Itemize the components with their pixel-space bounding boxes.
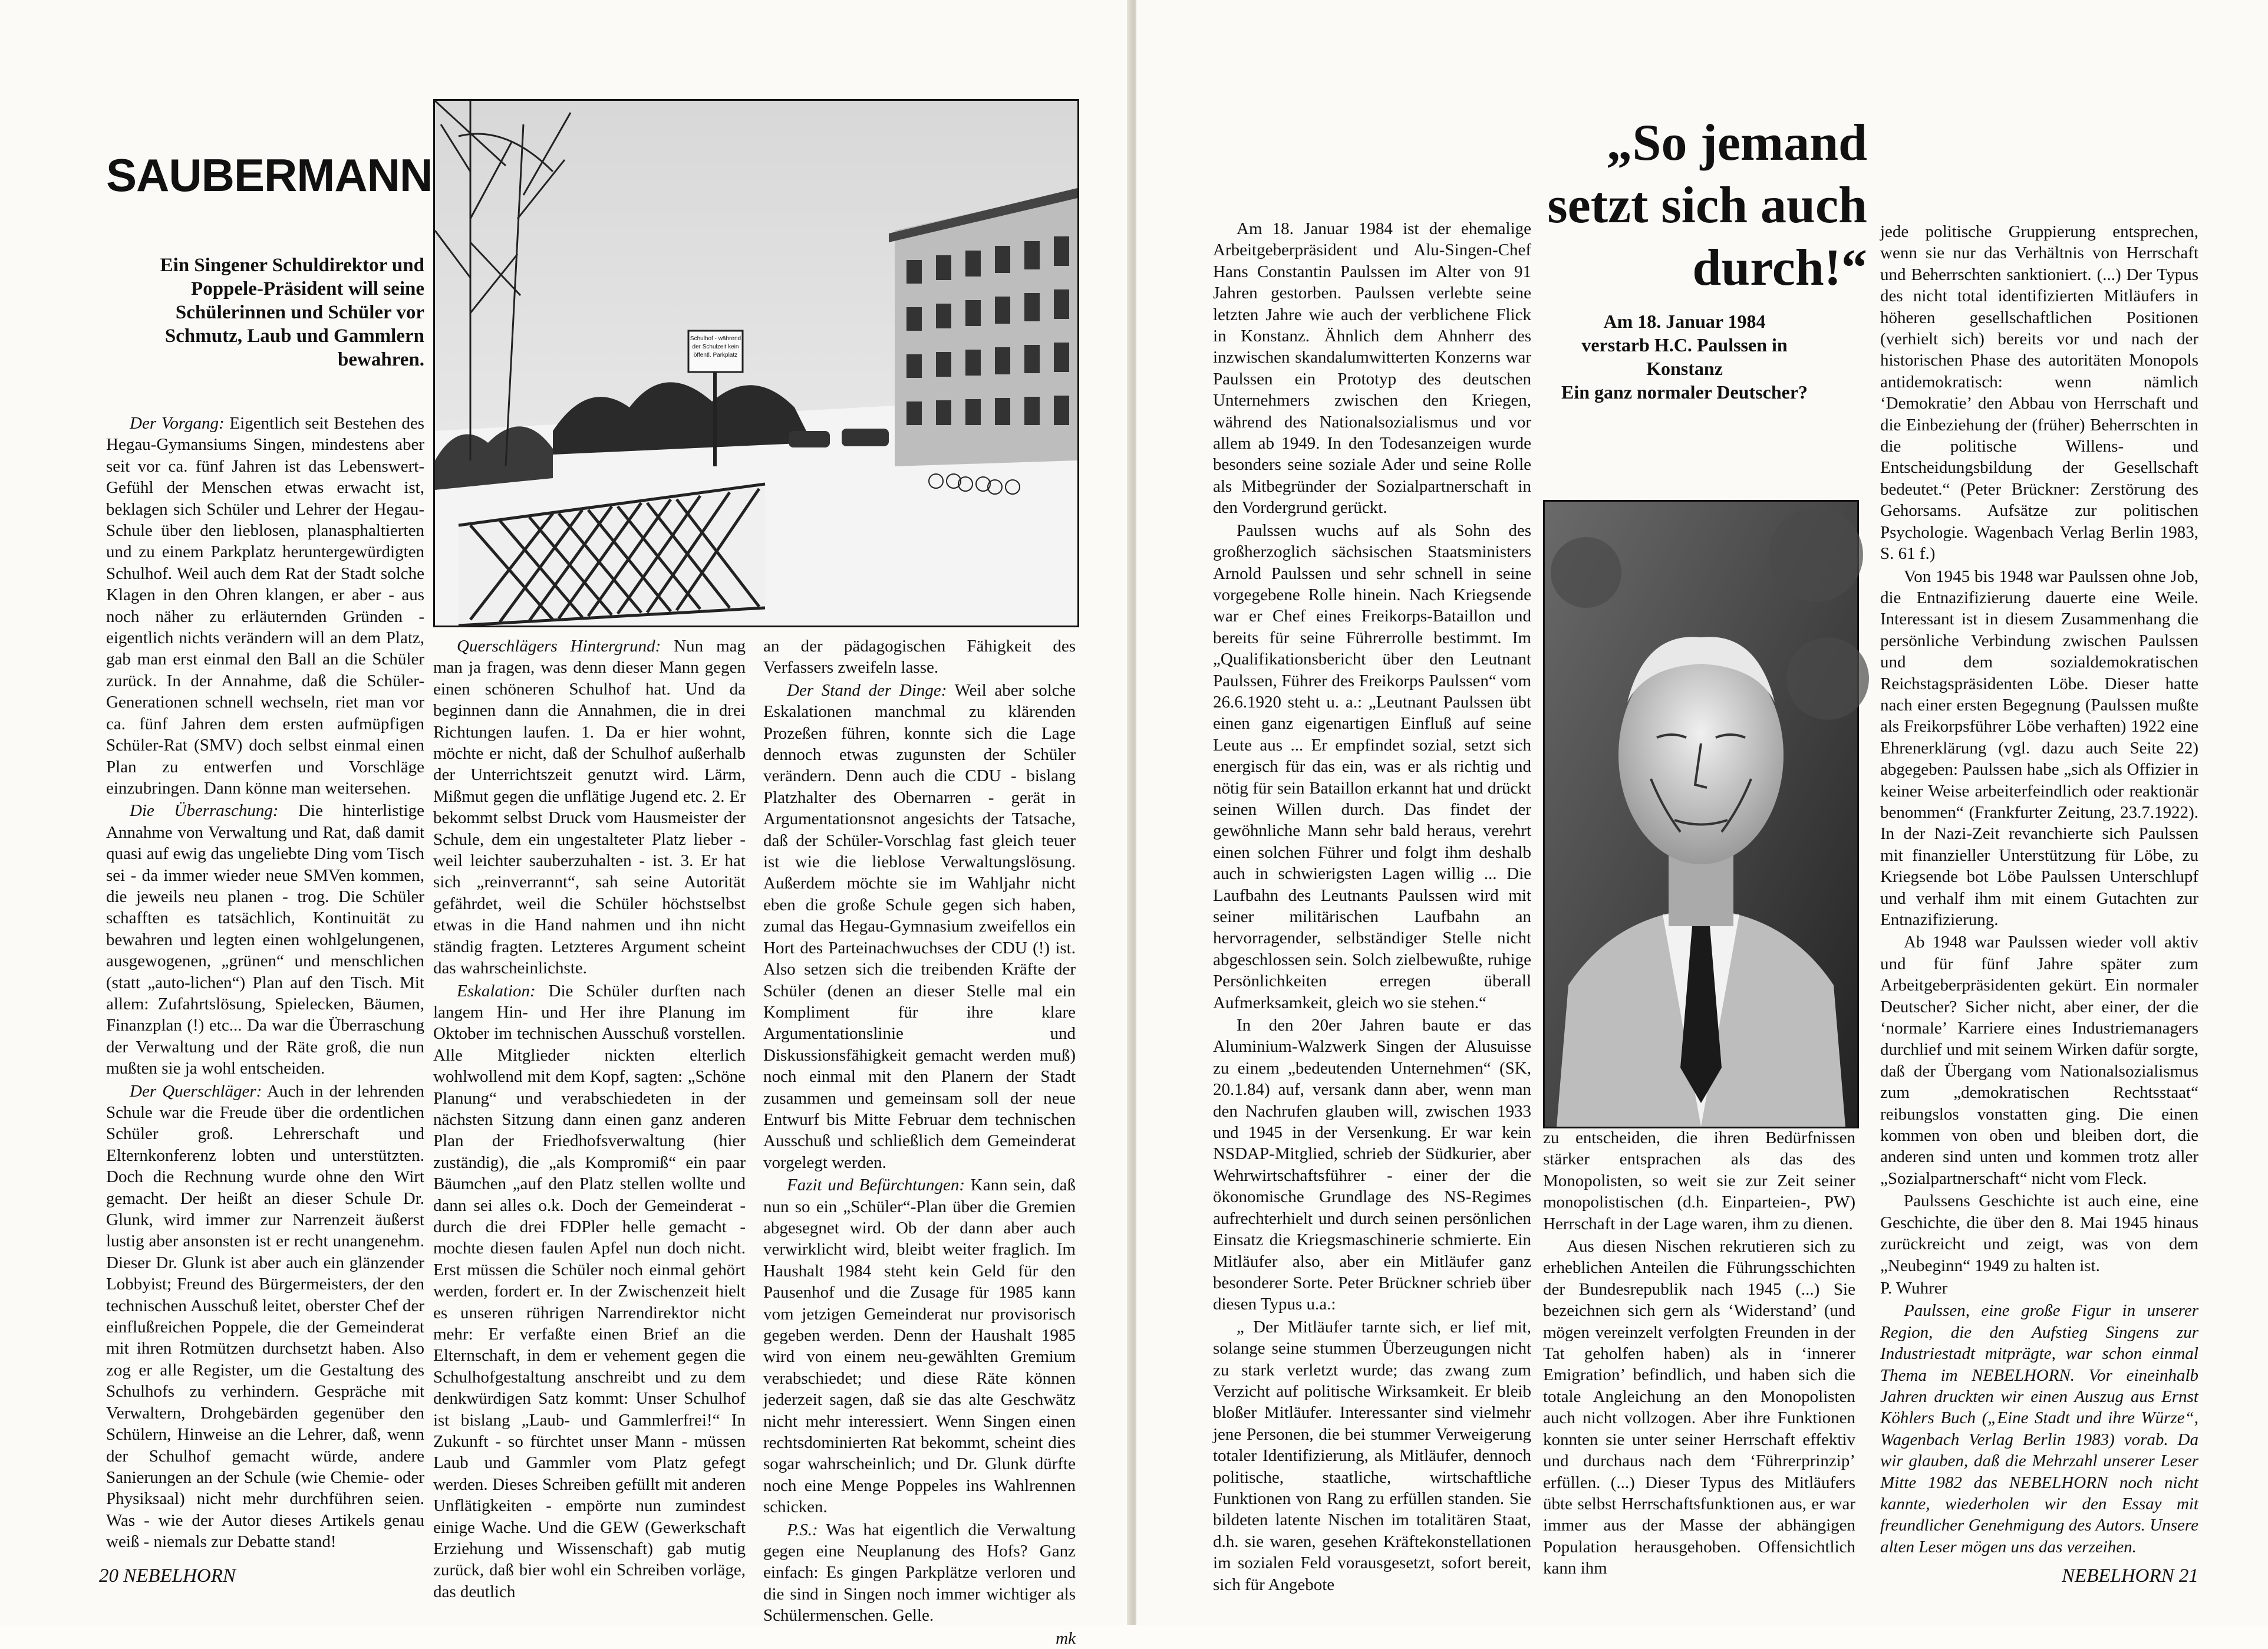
right-column-3 xyxy=(1880,221,2198,1556)
paragraph: zu entscheiden, die ihren Bedürfnissen stärker entsprachen als das des Monopolisten, so weit sie zur Zeit seiner monopolistischen (d.h. Einparteien-, PW) Herrschaft in der Lage waren, ihm zu dienen. xyxy=(1543,1128,1855,1233)
paragraph: Ab 1948 war Paulssen wieder voll aktiv und für fünf Jahre später zum Arbeitgeberpräsidenten gekürt. Ein normaler Deutscher? Sicher nicht, aber einer, der die ‘normale’ Karriere eines Industriemanagers durchlief und mit seinem Wirken dafür sorgte, daß der Übergang vom Nationalsozialismus zum „demokratischen Rechtsstaat“ reibungslos vonstatten ging. Die einen kommen von oben und bleiben dort, die anderen sind unten und kommen trotz aller „Sozialpartnerschaft“ nicht vom Fleck. xyxy=(1880,933,2198,1188)
svg-text:Schulhof - während: Schulhof - während xyxy=(690,335,741,342)
quote-paragraph: „ Der Mitläufer tarnte sich, er lief mit, solange seine stummen Überzeugungen nicht zu stark verletzt wurde; das zwang zum Verzicht auf politische Wirksamkeit. Er bleib bloßer Mitläufer. Interessanter sind vielmehr jene Personen, die bei stummer Verweigerung totaler Identifizierung, als Mitläufer, dennoch politische, staatliche, wirtschaftliche Funktionen von Rang zu erfüllen standen. Sie bildeten latente Nischen im totalitären Staat, d.h. sie waren, gesehen Kräftekonstellationen im sozialen Feld vorausgesetzt, sofort bereit, sich für Angebote xyxy=(1213,1317,1531,1594)
school-building xyxy=(889,188,1077,466)
paragraph: Eigentlich seit Bestehen des Hegau-Gymansiums Singen, mindestens aber seit vor ca. fünf Jahren ist das Lebenswert-Gefühl der Menschen etwas erwacht ist, beklagen sich Schüler und Lehrer der Hegau-Schule über den lieblosen, planasphaltierten und zu einem Parkplatz heruntergewürdigten Schulhof. Weil auch dem Rat der Stadt solche Klagen in den Ohren klangen, er aber - aus noch näher zu erläuternden Gründen - eigentlich nichts verändern will an dem Platz, gab man erst einmal den Ball an die Schüler zurück. In der Annahme, daß die Schüler-Generationen schnell wechseln, riet man vor ca. fünf Jahren dem ersten aufmüpfigen Schüler-Rat (SMV) doch selbst einmal einen Plan zu entwerfen und Vorschläge einzubringen. Dann könne man weitersehen. xyxy=(106,414,425,798)
paragraph: Am 18. Januar 1984 ist der ehemalige Arbeitgeberpräsident und Alu-Singen-Chef Hans Constantin Paulssen im Alter von 91 Jahren gestorben. Paulssen verlebte seine letzten Jahre wie auch der verblichene Flick in Konstanz. Ähnlich dem Ahnherr des inzwischen skandalumwitterten Konzerns war Paulssen ein Prototyp des deutschen Unternehmers zwischen den Kriegen, während des Nationalsozialismus und vor allem ab 1949. In den Todesanzeigen wurde besonders seine soziale Ader und seine Rolle als Mitbegründer der Sozialpartnerschaft in den Vordergrund gerückt. xyxy=(1213,219,1531,518)
lead-vorgang: Der Vorgang: xyxy=(130,414,225,433)
paragraph: Weil aber solche Eskalationen manchmal zu klärenden Prozeßen führen, konnte sich die Lage dennoch etwas zugunsten der Schüler verändern. Denn auch die CDU - bislang Platzhalter des Obernarren - gerät in Argumentationsnot angesichts der Tatsache, daß der Schüler-Vorschlag fast gleich teuer ist wie die lieblose Verwaltungslösung. Außerdem möchte sie im Wahljahr nicht eben die große Schule gegen sich haben, zumal das Hegau-Gymnasium zweifellos ein Hort des Parteinachwuchses der CDU (!) ist. Also setzen sich die treibenden Kräfte der Schüler (denen an dieser Stelle mal ein Kompliment für ihre klare Argumentationslinie und Diskussionsfähigkeit gemacht werden muß) noch einmal mit den Planern der Stadt zusammen und gemeinsam soll der neue Entwurf bis Mitte Februar dem technischen Ausschuß und schließlich dem Gemeinderat vorgelegt werden. xyxy=(763,680,1076,1172)
paragraph: Kann sein, daß nun so ein „Schüler“-Plan über die Gremien abgesegnet wird. Ob der dann aber auch verwirklicht wird, bleibt weiter fraglich. Im Haushalt 1984 steht kein Geld für den Pausenhof und die Zusage für 1985 kann vom jetzigen Gemeinderat nur provisorisch gegeben werden. Denn der Haushalt 1985 wird von einem neu-gewählten Gremium verabschiedet; und diese Räte können jederzeit sagen, daß sie das alte Geschwätz nicht mehr interessiert. Wenn Singen einen rechtsdominierten Rat bekommt, scheint dies sogar wahrscheinlich; und Dr. Glunk dürfte noch eine Menge Poppeles ins Wahlrennen schicken. xyxy=(763,1176,1076,1517)
paragraph: Von 1945 bis 1948 war Paulssen ohne Job, die Entnazifizierung dauerte eine Weile. Interessant ist in diesem Zusammenhang die persönliche Verbindung zwischen Paulssen und dem sozialdemokratischen Reichstagspräsidenten Löbe. Dieser hatte nach einer ersten Begegnung (Paulssen mußte als Freikorpsführer Löbe verhaften) 1922 eine Ehrenerklärung (vgl. dazu auch Seite 22) abgegeben: Paulssen habe „sich als Offizier in keiner Weise arbeiterfeindlich oder reaktionär benommen“ (Frankfurter Zeitung, 23.7.1922). In der Nazi-Zeit revanchierte sich Paulssen mit finanzieller Unterstützung für Löbe, zu Kriegsende bot Löbe Paulssen Unterschlupf und verhalf ihm mit einem Gutachten zur Entnazifizierung. xyxy=(1880,567,2198,929)
editor-note: Paulssen, eine große Figur in unserer Region, die den Aufstieg Singens zur Industriestadt mitprägte, war schon einmal Thema im NEBELHORN. Vor eineinhalb Jahren druckten wir einen Auszug aus Ernst Köhlers Buch („Eine Stadt und ihre Würze“, Wagenbach Verlag Berlin 1983) vorab. Da wir glauben, daß die Mehrzahl unserer Leser Mitte 1982 das NEBELHORN noch nicht kannte, wiederholen wir den Essay mit freundlicher Genehmigung des Autors. Unsere alten Leser mögen uns das verzeihen. xyxy=(1880,1301,2198,1556)
paragraph: Paulssen wuchs auf als Sohn des großherzoglich sächsischen Staatsministers Arnold Paulssen und sehr schnell in seine vorgegebene Rolle hinein. Nach Kriegsende war er Chef eines Freikorps-Bataillon und bereits für seine Führerrolle bestimmt. Im „Qualifikationsbericht über den Leutnant Paulssen, Führer des Freikorps Paulssen“ vom 26.6.1920 steht u. a.: „Leutnant Paulssen übt einen ganz eigenartigen Einfluß auf seine Leute aus ... Er empfindet sozial, setzt sich energisch für das ein, was er als richtig und nötig für sein Bataillon erkannt hat und drückt seinen Willen durch. Das findet der gewöhnliche Mann sehr bald heraus, verehrt einen solchen Führer und folgt ihm deshalb auch in schwierigsten Lagen willig ... Die Laufbahn des Leutnants Paulssen wird mit seiner militärischen Laufbahn an hervorragender, selbständiger Stelle nicht abgeschlossen sein. Solch zielbewußte, ruhige Persönlichkeiten erregen überall Aufmerksamkeit, gleich wo sie stehen.“ xyxy=(1213,521,1531,1012)
article-deck xyxy=(1549,310,1820,404)
deck-line: Ein ganz normaler Deutscher? xyxy=(1561,381,1808,403)
lead-querschlaeger: Der Querschläger: xyxy=(130,1081,262,1101)
lead-ps: P.S.: xyxy=(787,1520,818,1539)
paulssen-portrait-photo xyxy=(1543,500,1859,1128)
portrait-image xyxy=(1545,502,1857,1127)
schoolyard-photo-image xyxy=(435,101,1077,626)
article-title: SAUBERMANN xyxy=(106,149,433,201)
article-headline: „So jemand setzt sich auch durch!“ xyxy=(1547,114,1867,297)
lead-ueberraschung: Die Überraschung: xyxy=(130,801,279,821)
page-folio-right: NEBELHORN 21 xyxy=(2062,1565,2198,1587)
left-column-2 xyxy=(433,636,746,1601)
lead-hintergrund: Querschlägers Hintergrund: xyxy=(457,637,661,656)
left-column-3 xyxy=(763,636,1076,1648)
schoolyard-photo xyxy=(433,99,1079,627)
svg-text:öffentl. Parkplatz: öffentl. Parkplatz xyxy=(693,352,738,358)
right-page xyxy=(1136,0,2268,1625)
paragraph: Paulssens Geschichte ist auch eine, eine Geschichte, die über den 8. Mai 1945 hinaus zurückreicht und zeigt, was von dem „Neubeginn“ 1949 zu halten ist. xyxy=(1880,1192,2198,1275)
svg-text:der Schulzeit kein: der Schulzeit kein xyxy=(692,344,739,350)
deck-line: verstarb H.C. Paulssen in xyxy=(1581,334,1788,356)
left-column-1 xyxy=(106,413,425,1552)
paragraph: Die hinterlistige Annahme von Verwaltung und Rat, daß damit quasi auf ewig das ungeliebte Ding vom Tisch sei - da immer wieder neue SMVen kommen, die jeweils neu planen - trog. Die Schüler schafften es tatsächlich, Kontinuität zu bewahren und legten einen wohlgelungenen, ausgewogenen, „grünen“ und menschlichen (statt „auto-lichen“) Plan auf den Tisch. Mit allem: Zufahrtslösung, Spielecken, Bäumen, Finanzplan (!) etc... Da war die Überraschung der Verwaltung und der Räte groß, die nun mußten sie ja wohl entscheiden. xyxy=(106,801,424,1078)
deck-line: Am 18. Januar 1984 xyxy=(1603,311,1766,332)
paragraph: Nun mag man ja fragen, was denn dieser Mann gegen einen schöneren Schulhof hat. Und da beginnen dann die Annahmen, die in drei Richtungen laufen. 1. Da er hier wohnt, möchte er nicht, daß der Schulhof außerhalb der Unterrichtszeit genutzt wird. Lärm, Mißmut gegen die unflätige Jugend etc. 2. Er bekommt selbst Druck vom Hausmeister der Schule, dem ein ungestalteter Platz lieber - weil leichter sauberzuhalten - ist. 3. Er hat sich „reinverrannt“, sah seine Autorität gefährdet, weil die Schüler höchstselbst etwas in die Hand nahmen und ihn nicht ständig fragten. Letzteres Argument scheint das wahrscheinlichste. xyxy=(433,637,746,978)
left-page xyxy=(0,0,1132,1648)
lead-stand: Der Stand der Dinge: xyxy=(787,680,947,700)
paragraph: Aus diesen Nischen rekrutieren sich zu erheblichen Anteilen die Führungsschichten der Bundesrepublik nach 1945 (...) Sie bezeichnen sich gern als ‘Widerstand’ (und mögen vereinzelt verfolgten Freunden in der Tat geholfen haben) als in ‘innerer Emigration’ befindlich, und haben sich die totale Angleichung an den Monopolisten auch nicht vollzogen. Aber ihre Funktionen konnten sie unter seiner Herrschaft effektiv und durchaus nach dem ‘Führerprinzip’ erfüllen. (...) Dieser Typus des Mitläufers übte selbst Herrschaftsfunktionen aus, er war immer aus der Masse der abhängigen Population herausgehoben. Offensichtlich kann ihm xyxy=(1543,1237,1855,1578)
deck-line: Konstanz xyxy=(1646,358,1723,379)
author-signature: P. Wuhrer xyxy=(1880,1278,1948,1298)
paragraph: Die Schüler durften nach langem Hin- und Her ihre Planung im Oktober im technischen Ausschuß vorstellen. Alle Mitglieder nickten elterlich wohlwollend mit dem Kopf, sagten: „Schöne Planung“ und verabschiedeten in der nächsten Sitzung dann einen ganz anderen Plan der Friedhofsverwaltung (hier zuständig), die „als Kompromiß“ ein paar Bäumchen „auf den Platz stellen wollte und dann sei alles o.k. Doch der Gemeinderat - durch die drei FDPler helle gemacht - mochte diesen faulen Apfel nun doch nicht. Erst müssen die Schüler noch einmal gehört werden, fordert er. In der Zwischenzeit hielt es unseren rührigen Narrendirektor nicht mehr: Er verfaßte einen Brief an die Elternschaft, in dem er vehement gegen die Schulhofgestaltung anschreibt und zu dem denkwürdigen Satz kommt: Unser Schulhof ist bislang „Laub- und Gammlerfrei!“ In Zukunft - so fürchtet unser Mann - müssen Laub und Gammler vom Platz gefegt werden. Dieses Schreiben gefüllt mit anderen Unflätigkeiten - empörte nun zumindest einige Wache. Und die GEW (Gewerkschaft Erziehung und Wissenschaft) gab mutig zurück, daß bier wohl ein Schreiben vorläge, das deutlich xyxy=(433,981,746,1601)
paragraph: In den 20er Jahren baute er das Aluminium-Walzwerk Singen der Alusuisse zu einem „bedeutenden Unternehmen“ (SK, 20.1.84) auf, versank dann aber, wenn man den Nachrufen glauben will, zwischen 1933 und 1945 in der Versenkung. Er war kein NSDAP-Mitglied, schrieb der Südkurier, aber Wehrwirtschaftsführer - einer der die ökonomische Grundlage des NS-Regimes aufrechterhielt und durch seinen persönlichen Einsatz die Kriegsmaschinerie schmierte. Ein Mitläufer also, aber ein Mitläufer ganz besonderer Sorte. Peter Brückner schrieb über diesen Typus u.a.: xyxy=(1213,1016,1531,1314)
paragraph: Auch in der lehrenden Schule war die Freude über die ordentlichen Schüler groß. Lehrerschaft und Elternkonferenz lobten und unterstützten. Doch die Rechnung wurde ohne den Wirt gemacht. Der heißt an dieser Schule Dr. Glunk, wird immer zur Narrenzeit äußerst lustig aber ansonsten ist er recht unangenehm. Dieser Dr. Glunk ist aber auch ein glänzender Lobbyist; Freund des Bürgermeisters, der den technischen Ausschuß leitet, oberster Chef der einflußreichen Poppele, die der Gemeinderat mit ihren Rotmützen durchsetzt haben. Also zog er alle Register, um die Gestaltung des Schulhofs zu verhindern. Gespräche mit Verwaltern, Drohgebärden gegenüber den Schülern, Hinweise an die Lehrer, daß, wenn der Schulhof gemacht würde, andere Sanierungen an der Schule (wie Chemie- oder Physiksaal) nicht mehr durchführen seien. Was - wie der Autor dieses Artikels genau weiß - niemals zur Debatte stand! xyxy=(106,1081,424,1552)
paragraph: jede politische Gruppierung entsprechen, wenn sie nur das Verhältnis von Herrschaft und Beherrschten sanktioniert. (...) Der Typus des nicht total identifizierten Mitläufers in höheren gesellschaftlichen Positionen (verhielt sich) bereits vor und nach der historischen Phase des autoritäten Monopols antidemokratisch: wenn nämlich ‘Demokratie’ den Abbau von Herrschaft und die Einbeziehung der (früher) Beherrschten in die politische Willens- und Entscheidungsbildung der Gesellschaft bedeutet.“ (Peter Brückner: Zerstörung des Gehorsams. Aufsätze zur politischen Psychologie. Wagenbach Verlag Berlin 1983, S. 61 f.) xyxy=(1880,222,2198,564)
paragraph: Was hat eigentlich die Verwaltung gegen eine Neuplanung des Hofs? Ganz einfach: Es gingen Parkplätze verloren und die sind in Singen noch immer wichtiger als Schülermenschen. Gelle. xyxy=(763,1520,1076,1625)
right-column-1 xyxy=(1213,218,1531,1594)
right-column-2 xyxy=(1543,1127,1855,1578)
lead-fazit: Fazit und Befürchtungen: xyxy=(787,1176,965,1195)
author-signature: mk xyxy=(1056,1628,1076,1648)
article-deck: Ein Singener Schuldirektor und Poppele-Präsident will seine Schülerinnen und Schüler vor Schmutz, Laub und Gammlern bewahren. xyxy=(160,255,424,370)
page-folio-left: 20 NEBELHORN xyxy=(99,1565,236,1587)
lead-eskalation: Eskalation: xyxy=(457,981,536,1000)
paragraph: an der pädagogischen Fähigkeit des Verfassers zweifeln lasse. xyxy=(763,637,1076,677)
